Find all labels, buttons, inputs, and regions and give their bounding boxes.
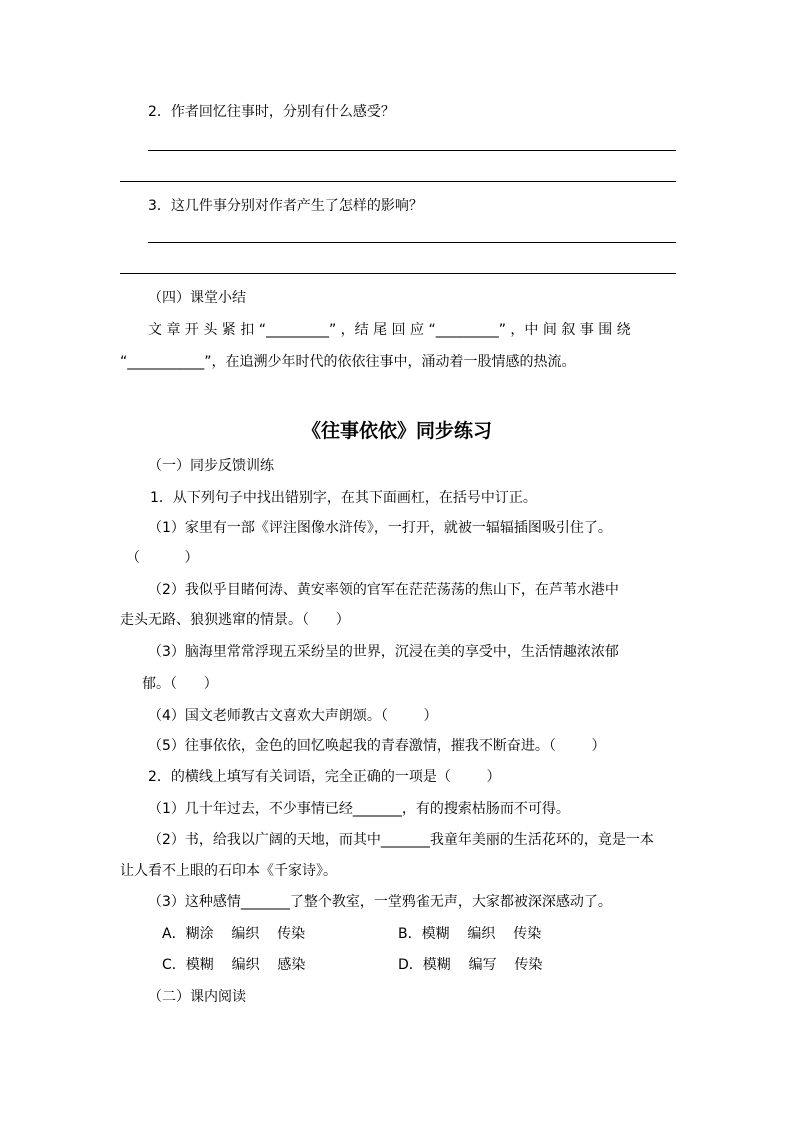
- option-b: B．模糊 编织 传染: [398, 926, 542, 942]
- sentence-3b: 郁。（ ）: [142, 676, 218, 692]
- sentence-2b: 走头无路、狼狈逃窜的情景。（ ）: [120, 612, 350, 628]
- fill-3: （3）这种感情_______了整个教室，一堂鸦雀无声，大家都被深深感动了。: [148, 894, 612, 910]
- sentence-4: （4）国文老师教古文喜欢大声朗颂。（ ）: [148, 708, 438, 724]
- sentence-1: （1）家里有一部《评注图像水浒传》，一打开，就被一辐辐插图吸引住了。: [148, 520, 612, 536]
- answer-line: [148, 150, 676, 151]
- fill-2b: 让人看不上眼的石印本《千家诗》。: [120, 863, 337, 879]
- answer-line: [120, 181, 676, 182]
- fill-2a: （2）书，给我以广阔的天地，而其中_______我童年美丽的生活花环的，竟是一本: [148, 832, 654, 848]
- sentence-1-bracket: （ ）: [126, 550, 199, 566]
- summary-heading: （四）课堂小结: [148, 290, 246, 306]
- sentence-3a: （3）脑海里常常浮现五采纷呈的世界，沉浸在美的享受中，生活情趣浓浓郁: [148, 644, 619, 660]
- summary-line-2: “___________”，在追溯少年时代的依依往事中，涌动着一股情感的热流。: [120, 354, 576, 370]
- page-title: 《往事依依》同步练习: [301, 420, 492, 442]
- exercise-2: 2．的横线上填写有关词语，完全正确的一项是（ ）: [148, 769, 501, 785]
- sentence-5: （5）往事依依，金色的回忆唤起我的青春激情，摧我不断奋进。（ ）: [148, 738, 606, 754]
- summary-line-1: 文 章 开 头 紧 扣 “_________” ，结 尾 回 应 “_________” ，中 间 叙 事 围 绕: [148, 322, 631, 338]
- sentence-2a: （2）我似乎目睹何涛、黄安率领的官军在茫茫荡荡的焦山下，在芦苇水港中: [148, 582, 619, 598]
- option-c: C．模糊 编织 感染: [162, 957, 306, 973]
- option-a: A．糊涂 编织 传染: [162, 926, 306, 942]
- option-d: D．模糊 编写 传染: [398, 957, 543, 973]
- question-3: 3．这几件事分别对作者产生了怎样的影响？: [148, 198, 423, 214]
- answer-line: [148, 242, 676, 243]
- question-2: 2．作者回忆往事时，分别有什么感受？: [148, 104, 395, 120]
- section-2-heading: （二）课内阅读: [148, 989, 246, 1005]
- fill-1: （1）几十年过去，不少事情已经_______，有的搜索枯肠而不可得。: [148, 801, 570, 817]
- section-1-heading: （一）同步反馈训练: [148, 458, 274, 474]
- exercise-1: 1．从下列句子中找出错别字，在其下面画杠，在括号中订正。: [150, 490, 537, 506]
- answer-line: [120, 273, 676, 274]
